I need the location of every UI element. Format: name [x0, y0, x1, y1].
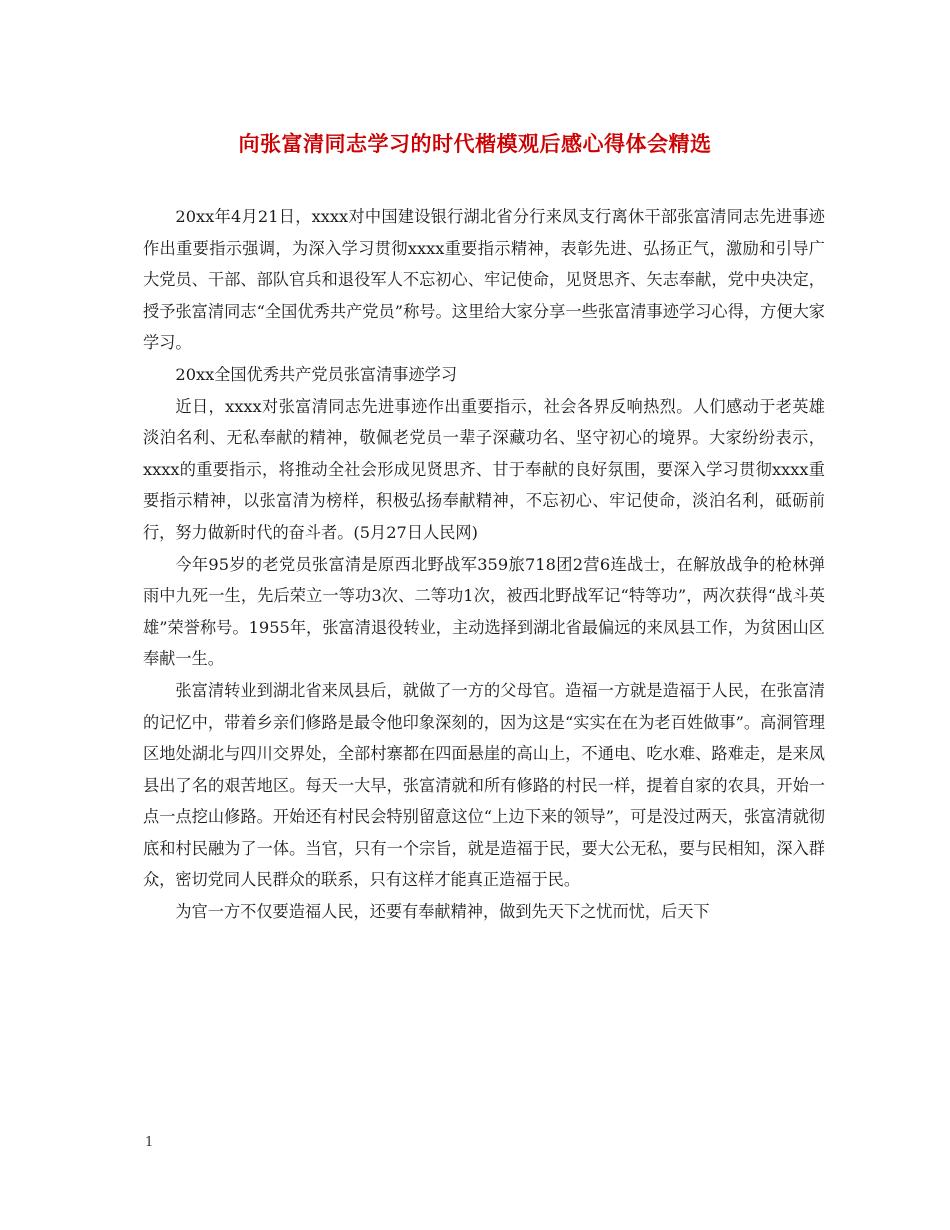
paragraph-heading: 20xx全国优秀共产党员张富清事迹学习: [175, 364, 458, 384]
paragraph-biography: 今年95岁的老党员张富清是原西北野战军359旅718团2营6连战士，在解放战争的枪林弹雨中九死一生，先后荣立一等功3次、二等功1次，被西北野战军记“特等功”，两次获得“战斗英雄”荣誉称号。1955年，张富清退役转业，主动选择到湖北省最偏远的来凤县工作，为贫困山区奉献一生。: [143, 554, 825, 669]
document-title: 向张富清同志学习的时代楷模观后感心得体会精选: [238, 132, 712, 156]
paragraph-dedication: 为官一方不仅要造福人民，还要有奉献精神，做到先天下之忧而忧，后天下: [175, 902, 710, 922]
paragraph-intro: 20xx年4月21日，xxxx对中国建设银行湖北省分行来凤支行离休干部张富清同志先进事迹作出重要指示强调，为深入学习贯彻xxxx重要指示精神，表彰先进、弘扬正气，激励和引导广大党员、干部、部队官兵和退役军人不忘初心、牢记使命，见贤思齐、矢志奉献，党中央决定，授予张富清同志“全国优秀共产党员”称号。这里给大家分享一些张富清事迹学习心得，方便大家学习。: [143, 207, 825, 353]
document-body: [143, 201, 825, 928]
page-number: 1: [145, 1135, 154, 1150]
paragraph-reaction: 近日，xxxx对张富清同志先进事迹作出重要指示，社会各界反响热烈。人们感动于老英雄淡泊名利、无私奉献的精神，敬佩老党员一辈子深藏功名、坚守初心的境界。大家纷纷表示，xxxx的重要指示，将推动全社会形成见贤思齐、甘于奉献的良好氛围，要深入学习贯彻xxxx重要指示精神，以张富清为榜样，积极弘扬奉献精神，不忘初心、牢记使命，淡泊名利，砥砺前行，努力做新时代的奋斗者。(5月27日人民网): [143, 396, 825, 542]
paragraph-road-building: 张富清转业到湖北省来凤县后，就做了一方的父母官。造福一方就是造福于人民，在张富清的记忆中，带着乡亲们修路是最令他印象深刻的，因为这是“实实在在为老百姓做事”。高洞管理区地处湖北与四川交界处，全部村寨都在四面悬崖的高山上，不通电、吃水难、路难走，是来凤县出了名的艰苦地区。每天一大早，张富清就和所有修路的村民一样，提着自家的农具，开始一点一点挖山修路。开始还有村民会特别留意这位“上边下来的领导”，可是没过两天，张富清就彻底和村民融为了一体。当官，只有一个宗旨，就是造福于民，要大公无私，要与民相知，深入群众，密切党同人民群众的联系，只有这样才能真正造福于民。: [143, 680, 825, 890]
